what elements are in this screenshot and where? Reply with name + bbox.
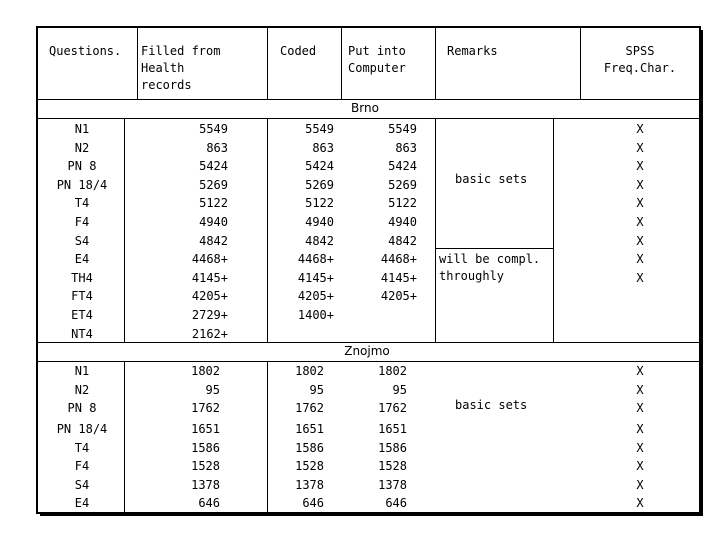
header-spss: SPSS Freq.Char. — [603, 44, 677, 75]
spss-cell: X — [636, 140, 644, 155]
filled-cell: 1586 — [191, 440, 220, 455]
znojmo-remark: basic sets — [455, 398, 528, 412]
spss-cell: X — [636, 401, 644, 416]
coded-cell: 4842 — [305, 233, 334, 248]
question-cell: PN 8 — [67, 401, 97, 416]
question-cell: N1 — [74, 122, 90, 136]
computer-cell: 1651 — [378, 422, 407, 436]
filled-cell: 1378 — [191, 477, 220, 492]
znojmo-computer-b — [345, 420, 407, 513]
spss-cell: X — [636, 496, 644, 511]
header-coded: Coded — [280, 44, 317, 58]
filled-cell: 2162+ — [191, 326, 228, 341]
header-divider — [341, 27, 342, 100]
coded-cell: 4145+ — [297, 270, 334, 285]
header-computer: Put into Computer — [348, 44, 406, 75]
computer-cell: 1802 — [378, 364, 407, 378]
computer-cell: 5549 — [388, 122, 417, 136]
computer-cell: 5122 — [388, 196, 417, 211]
brno-coded-column — [270, 120, 334, 325]
computer-cell: 5424 — [388, 159, 417, 174]
coded-cell: 1651 — [295, 422, 324, 436]
header-divider — [267, 27, 268, 100]
question-cell: S4 — [74, 477, 90, 492]
coded-cell: 1802 — [295, 364, 324, 378]
question-cell: S4 — [74, 233, 90, 248]
brno-remark-compl: will be compl. throughly — [439, 252, 541, 283]
coded-cell: 4940 — [305, 214, 334, 229]
filled-cell: 4468+ — [191, 252, 228, 267]
filled-cell: 2729+ — [191, 307, 228, 322]
question-cell: E4 — [74, 252, 90, 267]
coded-cell: 1586 — [295, 440, 324, 455]
znojmo-spss-b — [620, 420, 660, 513]
computer-cell: 1528 — [378, 459, 407, 474]
filled-cell: 4145+ — [191, 270, 228, 285]
brno-divider — [124, 118, 125, 342]
question-cell: TH4 — [71, 270, 93, 285]
filled-cell: 1802 — [191, 364, 220, 378]
header-divider — [580, 27, 581, 100]
filled-cell: 1528 — [191, 459, 220, 474]
header-divider — [137, 27, 138, 100]
coded-cell: 5549 — [305, 122, 334, 136]
spss-cell: X — [636, 459, 644, 474]
frame-shadow-right — [699, 30, 703, 516]
header-remarks: Remarks — [447, 44, 498, 58]
computer-cell: 5269 — [388, 177, 417, 192]
computer-cell: 1586 — [378, 440, 407, 455]
header-divider — [435, 27, 436, 100]
brno-divider — [553, 118, 554, 342]
coded-cell: 646 — [302, 496, 324, 511]
filled-cell: 95 — [205, 382, 220, 397]
computer-cell: 863 — [395, 140, 417, 155]
znojmo-coded-a — [270, 362, 324, 418]
filled-cell: 5122 — [199, 196, 228, 211]
computer-cell: 95 — [392, 382, 407, 397]
computer-cell: 4468+ — [380, 252, 417, 267]
spss-cell: X — [636, 382, 644, 397]
znojmo-filled-b — [150, 420, 220, 513]
spss-cell: X — [636, 122, 644, 136]
filled-cell: 4940 — [199, 214, 228, 229]
question-cell: PN 18/4 — [56, 422, 108, 436]
question-cell: PN 8 — [67, 159, 97, 174]
coded-cell: 5424 — [305, 159, 334, 174]
coded-cell: 1400+ — [297, 307, 334, 322]
question-cell: NT4 — [71, 326, 93, 341]
brno-filled-column — [150, 120, 228, 343]
computer-cell: 4842 — [388, 233, 417, 248]
computer-cell: 646 — [385, 496, 407, 511]
spss-cell: X — [636, 252, 644, 267]
spss-cell: X — [636, 214, 644, 229]
spss-cell: X — [636, 440, 644, 455]
brno-spss-column — [620, 120, 660, 287]
computer-cell: 4205+ — [380, 289, 417, 304]
znojmo-coded-b — [270, 420, 324, 513]
filled-cell: 4205+ — [191, 289, 228, 304]
computer-cell: 1762 — [378, 401, 407, 416]
znojmo-computer-a — [345, 362, 407, 418]
spss-cell: X — [636, 177, 644, 192]
filled-cell: 5424 — [199, 159, 228, 174]
spss-cell: X — [636, 270, 644, 285]
remarks-split-line — [435, 248, 553, 249]
coded-cell: 5122 — [305, 196, 334, 211]
question-cell: N1 — [74, 364, 90, 378]
computer-cell: 4940 — [388, 214, 417, 229]
filled-cell: 646 — [198, 496, 220, 511]
spss-cell: X — [636, 159, 644, 174]
question-cell: ET4 — [71, 307, 93, 322]
brno-questions-column — [40, 120, 124, 343]
znojmo-questions-a — [40, 362, 124, 418]
brno-title: Brno — [351, 101, 379, 115]
question-cell: PN 18/4 — [56, 177, 108, 192]
question-cell: N2 — [74, 140, 90, 155]
coded-cell: 95 — [309, 382, 324, 397]
question-cell: T4 — [74, 440, 90, 455]
header-questions: Questions. — [49, 44, 122, 58]
znojmo-divider — [124, 361, 125, 513]
question-cell: E4 — [74, 496, 90, 511]
coded-cell: 863 — [312, 140, 334, 155]
coded-cell: 1378 — [295, 477, 324, 492]
spss-cell: X — [636, 364, 644, 378]
question-cell: T4 — [74, 196, 90, 211]
spss-cell: X — [636, 233, 644, 248]
brno-computer-column — [345, 120, 417, 306]
znojmo-spss-a — [620, 362, 660, 418]
brno-divider — [435, 118, 436, 342]
coded-cell: 4468+ — [297, 252, 334, 267]
coded-cell: 1528 — [295, 459, 324, 474]
znojmo-divider — [267, 361, 268, 513]
coded-cell: 4205+ — [297, 289, 334, 304]
znojmo-questions-b — [40, 420, 124, 513]
brno-divider — [267, 118, 268, 342]
question-cell: F4 — [74, 214, 90, 229]
spss-cell: X — [636, 422, 644, 436]
filled-cell: 1762 — [191, 401, 220, 416]
filled-cell: 1651 — [191, 422, 220, 436]
question-cell: FT4 — [71, 289, 93, 304]
question-cell: F4 — [74, 459, 90, 474]
filled-cell: 5269 — [199, 177, 228, 192]
coded-cell: 5269 — [305, 177, 334, 192]
filled-cell: 5549 — [199, 122, 228, 136]
spss-cell: X — [636, 196, 644, 211]
znojmo-filled-a — [150, 362, 220, 418]
computer-cell: 1378 — [378, 477, 407, 492]
znojmo-title: Znojmo — [344, 344, 390, 358]
brno-line — [37, 118, 700, 119]
brno-remark-basic: basic sets — [455, 172, 528, 186]
question-cell: N2 — [74, 382, 90, 397]
computer-cell: 4145+ — [380, 270, 417, 285]
coded-cell: 1762 — [295, 401, 324, 416]
filled-cell: 863 — [206, 140, 228, 155]
filled-cell: 4842 — [199, 233, 228, 248]
header-filled: Filled from Health records — [141, 44, 221, 92]
spss-cell: X — [636, 477, 644, 492]
